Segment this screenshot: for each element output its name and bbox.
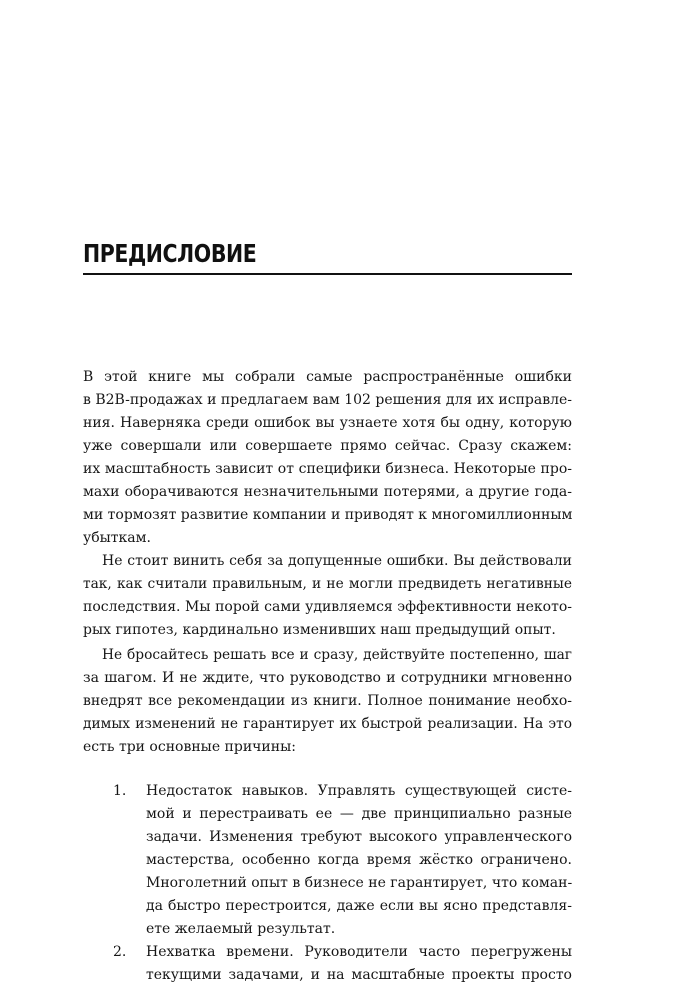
text-line: в B2B-продажах и предлагаем вам 102 решения для их исправле-	[83, 392, 572, 408]
text-line: Нехватка времени. Руководители часто перегружены	[146, 944, 572, 960]
text-line: их масштабность зависит от специфики бизнеса. Некоторые про-	[83, 461, 572, 477]
text-line: задачи. Изменения требуют высокого управленческого	[146, 829, 572, 845]
text-line: Недостаток навыков. Управлять существующей систе-	[146, 783, 572, 799]
chapter-heading: ПРЕДИСЛОВИЕ	[83, 239, 257, 268]
text-line: так, как считали правильным, и не могли предвидеть негативные	[83, 576, 572, 592]
text-line: ете желаемый результат.	[146, 921, 336, 937]
list-number: 1.	[113, 783, 127, 799]
text-line: мой и перестраивать ее — две принципиально разные	[146, 806, 572, 822]
text-line: текущими задачами, и на масштабные проекты просто	[146, 967, 572, 983]
text-line: есть три основные причины:	[83, 739, 296, 755]
text-line: последствия. Мы порой сами удивляемся эффективности некото-	[83, 599, 572, 615]
text-line: рых гипотез, кардинально изменивших наш предыдущий опыт.	[83, 622, 556, 638]
list-number: 2.	[113, 944, 127, 960]
text-line: Не стоит винить себя за допущенные ошибки. Вы действовали	[102, 553, 572, 569]
text-line: мастерства, особенно когда время жёстко ограничено.	[146, 852, 572, 868]
text-line: за шагом. И не ждите, что руководство и сотрудники мгновенно	[83, 670, 572, 686]
text-line: махи оборачиваются незначительными потерями, а другие года-	[83, 484, 572, 500]
text-line: ми тормозят развитие компании и приводят к многомиллионным	[83, 507, 573, 523]
text-line: Не бросайтесь решать все и сразу, действуйте постепенно, шаг	[102, 647, 572, 663]
text-line: убыткам.	[83, 530, 151, 546]
text-line: В этой книге мы собрали самые распространённые ошибки	[83, 369, 572, 385]
text-line: ния. Наверняка среди ошибок вы узнаете хотя бы одну, которую	[83, 415, 572, 431]
text-line: да быстро перестроится, даже если вы ясно представля-	[146, 898, 572, 914]
text-line: димых изменений не гарантирует их быстрой реализации. На это	[83, 716, 572, 732]
text-line: уже совершали или совершаете прямо сейчас. Сразу скажем:	[83, 438, 572, 454]
text-line: внедрят все рекомендации из книги. Полное понимание необхо-	[83, 693, 572, 709]
text-line: Многолетний опыт в бизнесе не гарантирует, что коман-	[146, 875, 573, 891]
heading-underline	[83, 273, 572, 275]
